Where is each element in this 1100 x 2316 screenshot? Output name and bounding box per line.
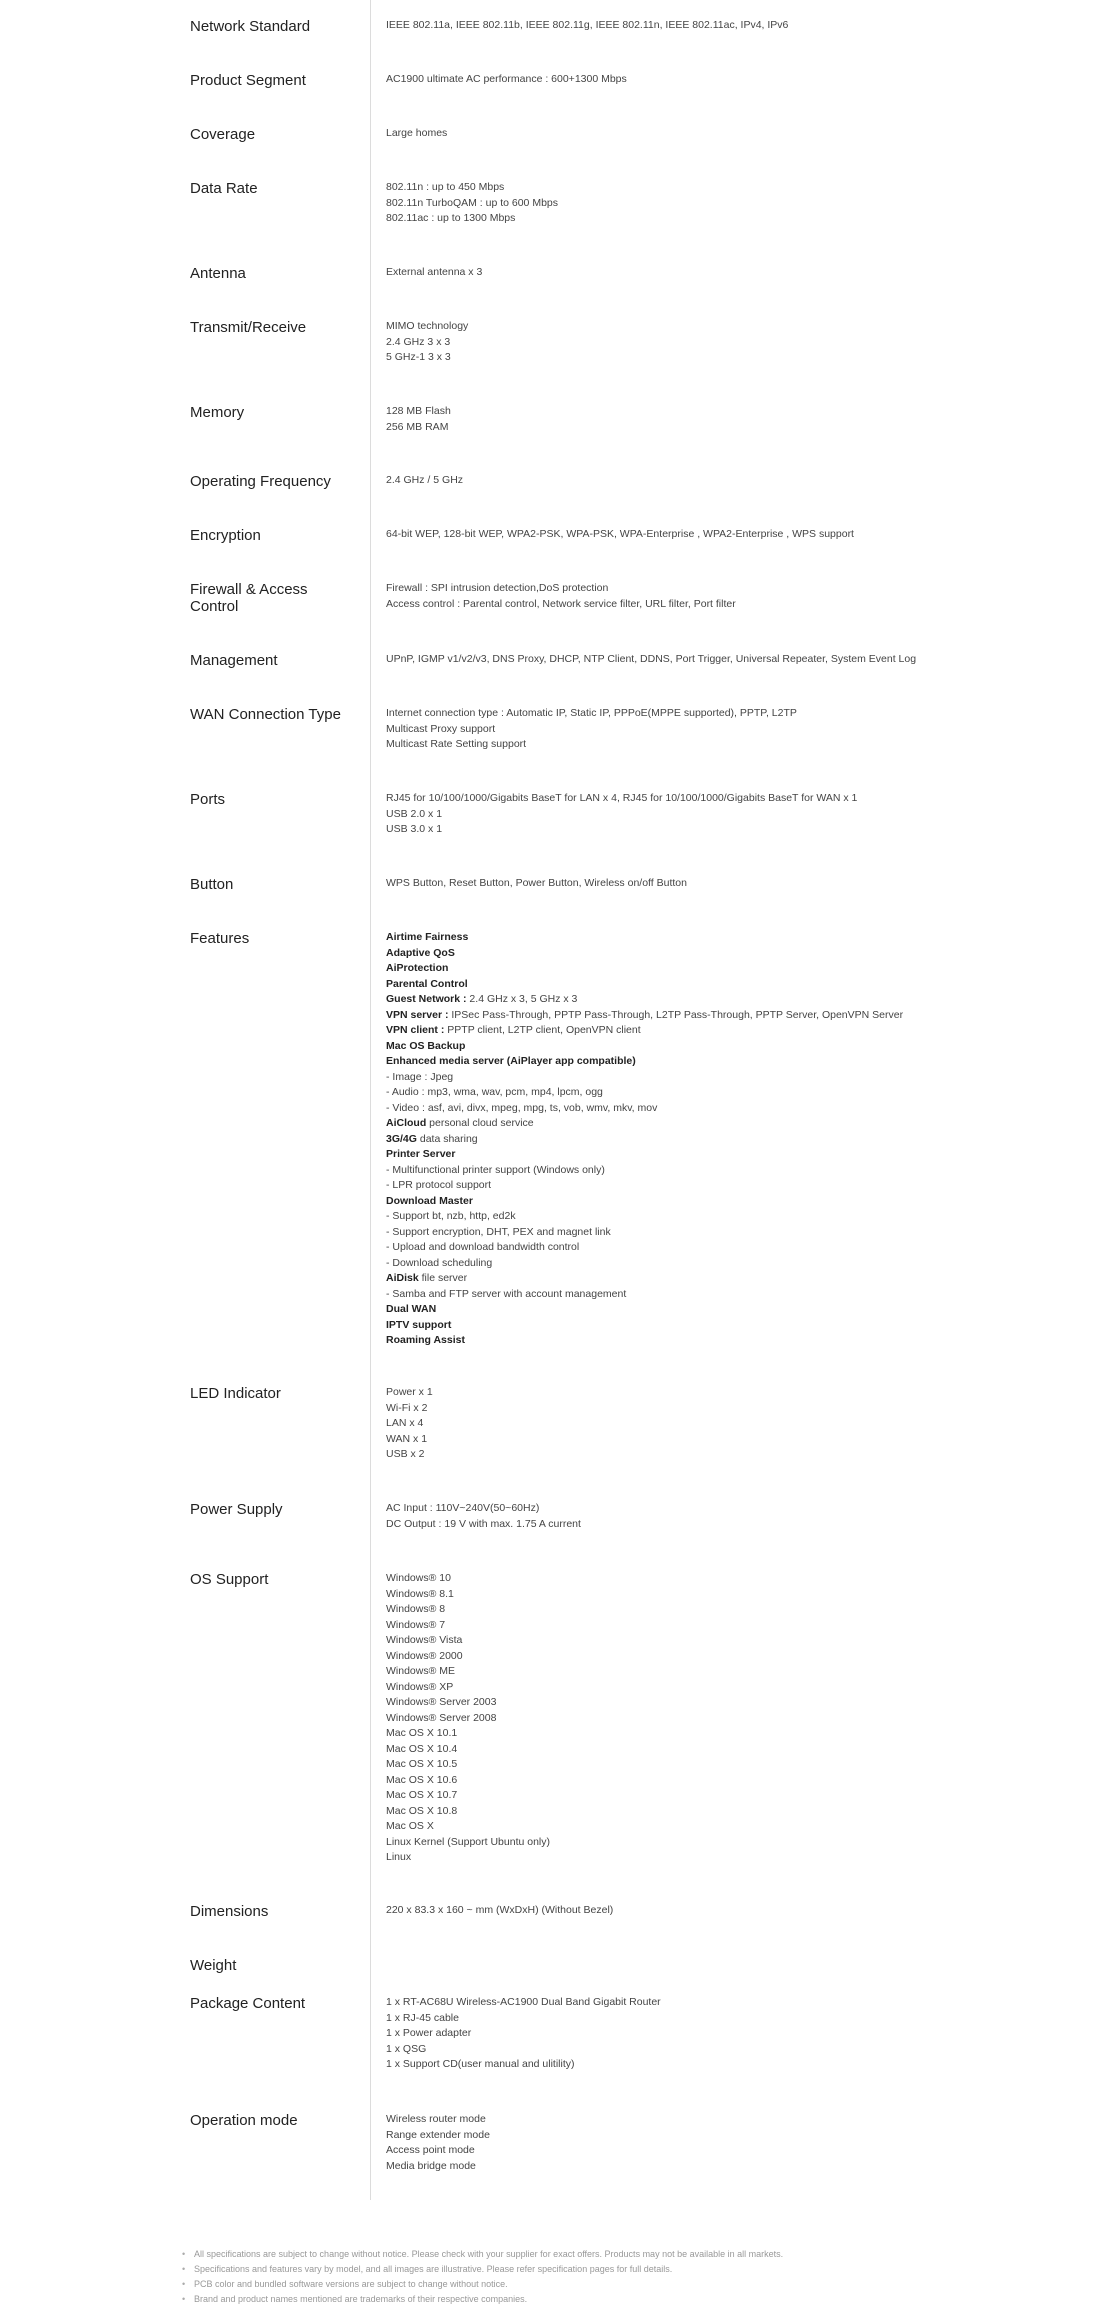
spec-value-text: personal cloud service xyxy=(426,1117,534,1129)
disclaimer-note: • Brand and product names mentioned are trademarks of their respective companies. xyxy=(190,2292,1070,2307)
spec-value-text: Linux Kernel (Support Ubuntu only) xyxy=(386,1835,551,1848)
spec-value-line xyxy=(386,1318,1086,1334)
spec-value-line xyxy=(386,1788,1086,1804)
spec-value xyxy=(386,126,1086,142)
spec-value-emphasis: VPN server : xyxy=(386,1008,449,1021)
spec-label: Antenna xyxy=(190,265,246,282)
spec-value-line xyxy=(386,791,1086,807)
spec-value-line xyxy=(386,1501,1086,1517)
spec-value-line xyxy=(386,876,1086,892)
spec-value-line xyxy=(386,1178,1086,1194)
disclaimer-note: • PCB color and bundled software versions are subject to change without notice. xyxy=(190,2277,1070,2292)
spec-value-text: - Audio : mp3, wma, wav, pcm, mp4, lpcm, ogg xyxy=(386,1086,603,1098)
spec-value-line xyxy=(386,1085,1086,1101)
spec-value-line xyxy=(386,1757,1086,1773)
spec-value-line xyxy=(386,722,1086,738)
spec-value-line xyxy=(386,992,1086,1008)
spec-value-text: DC Output : 19 V with max. 1.75 A current xyxy=(386,1517,581,1530)
spec-value-text: IPSec Pass-Through, PPTP Pass-Through, L2TP Pass-Through, PPTP Server, OpenVPN Server xyxy=(448,1008,904,1021)
spec-value-line xyxy=(386,961,1086,977)
spec-value-emphasis: 3G/4G xyxy=(386,1132,417,1145)
spec-value-line xyxy=(386,196,1086,212)
spec-value-line xyxy=(386,319,1086,335)
spec-value-emphasis: Parental Control xyxy=(386,977,468,990)
spec-value-text: 2.4 GHz x 3, 5 GHz x 3 xyxy=(466,993,578,1005)
spec-value-text: Mac OS X 10.8 xyxy=(386,1804,458,1817)
spec-value-text: Access control : Parental control, Network service filter, URL filter, Port filter xyxy=(386,597,736,610)
spec-label: Operation mode xyxy=(190,2112,298,2129)
spec-value-line xyxy=(386,1008,1086,1024)
spec-value-line xyxy=(386,1163,1086,1179)
spec-value-line xyxy=(386,977,1086,993)
spec-value xyxy=(386,1385,1086,1463)
spec-value-text: Windows® Server 2003 xyxy=(386,1696,497,1708)
spec-value-emphasis: Airtime Fairness xyxy=(386,931,469,943)
spec-value-text: file server xyxy=(418,1272,468,1284)
spec-value xyxy=(386,652,1086,668)
spec-value-emphasis: Mac OS Backup xyxy=(386,1039,466,1052)
spec-value xyxy=(386,930,1086,1349)
spec-value-text: Mac OS X 10.5 xyxy=(386,1758,458,1770)
spec-value-text: Mac OS X 10.6 xyxy=(386,1773,458,1786)
spec-value-text: USB 3.0 x 1 xyxy=(386,823,443,835)
disclaimer-note: • All specifications are subject to change without notice. Please check with your supplier for exact offers. Products may not be available in all markets. xyxy=(190,2247,1070,2262)
spec-value-line xyxy=(386,1070,1086,1086)
spec-value-line xyxy=(386,597,1086,613)
spec-value-text: AC Input : 110V~240V(50~60Hz) xyxy=(386,1502,540,1514)
spec-label: Data Rate xyxy=(190,180,258,197)
spec-value-line xyxy=(386,1302,1086,1318)
spec-value-text: - LPR protocol support xyxy=(386,1179,492,1191)
spec-value xyxy=(386,180,1086,227)
spec-value-emphasis: IPTV support xyxy=(386,1318,452,1331)
spec-value-line xyxy=(386,807,1086,823)
spec-value-text: Wireless router mode xyxy=(386,2113,486,2125)
spec-value-text: Windows® 7 xyxy=(386,1618,446,1631)
spec-value xyxy=(386,265,1086,281)
spec-value-line xyxy=(386,1132,1086,1148)
spec-label: Operating Frequency xyxy=(190,473,331,490)
spec-value-line xyxy=(386,72,1086,88)
spec-value xyxy=(386,527,1086,543)
spec-value-line xyxy=(386,1385,1086,1401)
spec-value-line xyxy=(386,2143,1086,2159)
spec-value-line xyxy=(386,1903,1086,1919)
spec-value-emphasis: AiCloud xyxy=(386,1117,427,1129)
spec-value-line xyxy=(386,265,1086,281)
spec-value-text: 802.11ac : up to 1300 Mbps xyxy=(386,212,516,224)
spec-value-line xyxy=(386,1587,1086,1603)
spec-value-line xyxy=(386,1571,1086,1587)
spec-value-text: Internet connection type : Automatic IP, Static IP, PPPoE(MPPE supported), PPTP, L2TP xyxy=(386,707,797,719)
spec-value-line xyxy=(386,581,1086,597)
spec-value-text: Access point mode xyxy=(386,2144,475,2156)
spec-value-line xyxy=(386,1054,1086,1070)
spec-value-emphasis: Enhanced media server (AiPlayer app compatible) xyxy=(386,1055,636,1067)
spec-value-line xyxy=(386,1271,1086,1287)
spec-value-line xyxy=(386,2011,1086,2027)
spec-label: Power Supply xyxy=(190,1501,283,1518)
spec-value-line xyxy=(386,1664,1086,1680)
spec-value-line xyxy=(386,420,1086,436)
spec-value-text: - Support bt, nzb, http, ed2k xyxy=(386,1210,516,1222)
spec-label: Memory xyxy=(190,404,245,421)
spec-label: Button xyxy=(190,876,234,893)
spec-value-text: 1 x RT-AC68U Wireless-AC1900 Dual Band Gigabit Router xyxy=(386,1996,661,2008)
spec-value-text: Windows® Vista xyxy=(386,1634,463,1646)
spec-value-text: Windows® 10 xyxy=(386,1572,451,1584)
spec-value-text: LAN x 4 xyxy=(386,1417,424,1429)
spec-value-text: 1 x QSG xyxy=(386,2042,427,2055)
spec-value-line xyxy=(386,18,1086,34)
spec-value-line xyxy=(386,1602,1086,1618)
spec-value-line xyxy=(386,2026,1086,2042)
spec-value-text: AC1900 ultimate AC performance : 600+1300 Mbps xyxy=(386,73,627,85)
spec-label: Package Content xyxy=(190,1995,306,2012)
spec-value-text: Mac OS X xyxy=(386,1820,434,1832)
spec-value xyxy=(386,18,1086,34)
spec-value-text: 1 x Power adapter xyxy=(386,2027,472,2039)
spec-value-text: PPTP client, L2TP client, OpenVPN client xyxy=(444,1024,641,1036)
spec-value-text: Mac OS X 10.7 xyxy=(386,1789,458,1801)
spec-value-line xyxy=(386,1225,1086,1241)
disclaimer-note: • Specifications and features vary by model, and all images are illustrative. Please refer specification pages for full details. xyxy=(190,2262,1070,2277)
spec-value-emphasis: AiProtection xyxy=(386,962,449,974)
spec-value-text: MIMO technology xyxy=(386,320,469,332)
spec-value-emphasis: Adaptive QoS xyxy=(386,946,455,959)
column-divider xyxy=(370,0,371,2200)
spec-value-line xyxy=(386,1726,1086,1742)
spec-value-text: 256 MB RAM xyxy=(386,420,449,433)
spec-value-text: Linux xyxy=(386,1851,412,1863)
spec-value-line xyxy=(386,1618,1086,1634)
spec-value-line xyxy=(386,706,1086,722)
spec-value-line xyxy=(386,1649,1086,1665)
spec-value-line xyxy=(386,404,1086,420)
spec-value-text: 5 GHz-1 3 x 3 xyxy=(386,351,451,363)
spec-value-text: 2.4 GHz / 5 GHz xyxy=(386,474,464,486)
spec-value-line xyxy=(386,822,1086,838)
spec-value-line xyxy=(386,1116,1086,1132)
spec-value-text: Multicast Proxy support xyxy=(386,722,496,735)
spec-value-text: Mac OS X 10.1 xyxy=(386,1727,458,1739)
spec-value-line xyxy=(386,126,1086,142)
spec-label: Ports xyxy=(190,791,226,808)
spec-value xyxy=(386,1995,1086,2073)
spec-value-line xyxy=(386,1850,1086,1866)
disclaimer-notes xyxy=(190,2247,1070,2307)
spec-value-emphasis: Roaming Assist xyxy=(386,1334,465,1346)
spec-value-line xyxy=(386,1804,1086,1820)
spec-value-text: 802.11n : up to 450 Mbps xyxy=(386,181,505,193)
spec-value-line xyxy=(386,1447,1086,1463)
spec-value-line xyxy=(386,473,1086,489)
spec-value-line xyxy=(386,1633,1086,1649)
spec-value-text: UPnP, IGMP v1/v2/v3, DNS Proxy, DHCP, NTP Client, DDNS, Port Trigger, Universal Repeater, System Event Log xyxy=(386,653,917,665)
spec-value xyxy=(386,473,1086,489)
spec-value-text: Windows® 8 xyxy=(386,1603,446,1615)
spec-label: WAN Connection Type xyxy=(190,706,341,723)
spec-value-emphasis: Dual WAN xyxy=(386,1303,437,1315)
spec-value-text: Firewall : SPI intrusion detection,DoS protection xyxy=(386,582,609,594)
spec-value-line xyxy=(386,1209,1086,1225)
spec-label: Features xyxy=(190,930,250,947)
spec-value-text: Wi-Fi x 2 xyxy=(386,1401,428,1414)
spec-label: Transmit/Receive xyxy=(190,319,307,336)
spec-value-text: - Download scheduling xyxy=(386,1256,493,1269)
spec-value-line xyxy=(386,1742,1086,1758)
spec-value-text: USB x 2 xyxy=(386,1448,425,1460)
spec-value-text: - Support encryption, DHT, PEX and magnet link xyxy=(386,1225,611,1238)
spec-value-line xyxy=(386,1287,1086,1303)
spec-value-line xyxy=(386,350,1086,366)
spec-value-text: WPS Button, Reset Button, Power Button, Wireless on/off Button xyxy=(386,877,687,889)
spec-value-text: - Multifunctional printer support (Windows only) xyxy=(386,1163,605,1176)
spec-value-line xyxy=(386,2159,1086,2175)
spec-value xyxy=(386,319,1086,366)
spec-value-emphasis: Printer Server xyxy=(386,1148,456,1160)
spec-value xyxy=(386,1903,1086,1919)
spec-value-line xyxy=(386,737,1086,753)
spec-value-line xyxy=(386,1711,1086,1727)
spec-label: Product Segment xyxy=(190,72,306,89)
spec-value-text: - Image : Jpeg xyxy=(386,1070,454,1083)
spec-label: Coverage xyxy=(190,126,256,143)
spec-value xyxy=(386,581,1086,612)
spec-label: Encryption xyxy=(190,527,261,544)
spec-value-text: Large homes xyxy=(386,127,448,139)
spec-label: OS Support xyxy=(190,1571,269,1588)
spec-value xyxy=(386,876,1086,892)
spec-value xyxy=(386,1571,1086,1866)
spec-value-line xyxy=(386,1695,1086,1711)
spec-label: Weight xyxy=(190,1957,237,1974)
spec-value-line xyxy=(386,527,1086,543)
spec-value-line xyxy=(386,1773,1086,1789)
spec-value-text: Range extender mode xyxy=(386,2128,490,2141)
spec-value-text: IEEE 802.11a, IEEE 802.11b, IEEE 802.11g, IEEE 802.11n, IEEE 802.11ac, IPv4, IPv6 xyxy=(386,19,789,31)
spec-value-text: Windows® 2000 xyxy=(386,1649,463,1662)
spec-value-text: 2.4 GHz 3 x 3 xyxy=(386,335,451,348)
spec-value-text: Media bridge mode xyxy=(386,2159,476,2172)
spec-value-emphasis: Guest Network : xyxy=(386,993,467,1005)
spec-value-line xyxy=(386,2042,1086,2058)
spec-value-line xyxy=(386,1416,1086,1432)
spec-value-text: External antenna x 3 xyxy=(386,266,483,278)
spec-value-text: WAN x 1 xyxy=(386,1432,428,1445)
spec-value-line xyxy=(386,1432,1086,1448)
spec-value-text: Mac OS X 10.4 xyxy=(386,1742,458,1755)
spec-value-emphasis: VPN client : xyxy=(386,1024,445,1036)
spec-label: Dimensions xyxy=(190,1903,269,1920)
spec-value-line xyxy=(386,1995,1086,2011)
spec-value-line xyxy=(386,335,1086,351)
spec-value xyxy=(386,404,1086,435)
spec-value-line xyxy=(386,1401,1086,1417)
spec-value-line xyxy=(386,1517,1086,1533)
spec-value-line xyxy=(386,180,1086,196)
spec-value-line xyxy=(386,1023,1086,1039)
spec-value-text: - Video : asf, avi, divx, mpeg, mpg, ts, vob, wmv, mkv, mov xyxy=(386,1101,658,1114)
spec-value-text: Windows® ME xyxy=(386,1665,455,1677)
spec-value-text: 220 x 83.3 x 160 ~ mm (WxDxH) (Without Bezel) xyxy=(386,1904,614,1916)
spec-value xyxy=(386,72,1086,88)
spec-value-line xyxy=(386,2112,1086,2128)
spec-value-text: Windows® Server 2008 xyxy=(386,1711,497,1724)
spec-value xyxy=(386,706,1086,753)
spec-value-text: Windows® XP xyxy=(386,1680,454,1693)
spec-value-line xyxy=(386,1240,1086,1256)
spec-label: Management xyxy=(190,652,278,669)
spec-label: LED Indicator xyxy=(190,1385,281,1402)
spec-value-line xyxy=(386,1147,1086,1163)
spec-value-line xyxy=(386,1819,1086,1835)
spec-value-line xyxy=(386,1680,1086,1696)
spec-value xyxy=(386,1501,1086,1532)
spec-value-line xyxy=(386,211,1086,227)
spec-value-text: 802.11n TurboQAM : up to 600 Mbps xyxy=(386,196,558,209)
spec-value-emphasis: AiDisk xyxy=(386,1272,419,1284)
spec-value-text: RJ45 for 10/100/1000/Gigabits BaseT for LAN x 4, RJ45 for 10/100/1000/Gigabits BaseT for WAN x 1 xyxy=(386,792,858,804)
spec-value xyxy=(386,791,1086,838)
spec-value-text: 64-bit WEP, 128-bit WEP, WPA2-PSK, WPA-PSK, WPA-Enterprise , WPA2-Enterprise , WPS support xyxy=(386,528,854,540)
spec-value-line xyxy=(386,1194,1086,1210)
spec-value-line xyxy=(386,946,1086,962)
spec-value-text: Power x 1 xyxy=(386,1386,433,1398)
spec-value-text: Multicast Rate Setting support xyxy=(386,738,527,750)
spec-label: Firewall & Access Control xyxy=(190,581,308,615)
spec-value-text: data sharing xyxy=(416,1132,478,1145)
spec-value-emphasis: Download Master xyxy=(386,1194,473,1207)
spec-value-text: - Samba and FTP server with account management xyxy=(386,1287,627,1300)
spec-value-line xyxy=(386,1333,1086,1349)
spec-value-text: USB 2.0 x 1 xyxy=(386,807,443,820)
spec-label: Network Standard xyxy=(190,18,311,35)
spec-value-line xyxy=(386,1101,1086,1117)
spec-value xyxy=(386,2112,1086,2174)
spec-value-line xyxy=(386,2128,1086,2144)
spec-value-text: 1 x RJ-45 cable xyxy=(386,2011,459,2024)
spec-value-line xyxy=(386,652,1086,668)
spec-value-line xyxy=(386,2057,1086,2073)
spec-value-line xyxy=(386,1835,1086,1851)
spec-value-line xyxy=(386,930,1086,946)
spec-value-text: - Upload and download bandwidth control xyxy=(386,1241,580,1253)
spec-value-line xyxy=(386,1256,1086,1272)
spec-value-text: 128 MB Flash xyxy=(386,405,451,417)
spec-value-text: 1 x Support CD(user manual and ulitility) xyxy=(386,2058,575,2070)
spec-value-line xyxy=(386,1039,1086,1055)
spec-value-text: Windows® 8.1 xyxy=(386,1587,454,1600)
